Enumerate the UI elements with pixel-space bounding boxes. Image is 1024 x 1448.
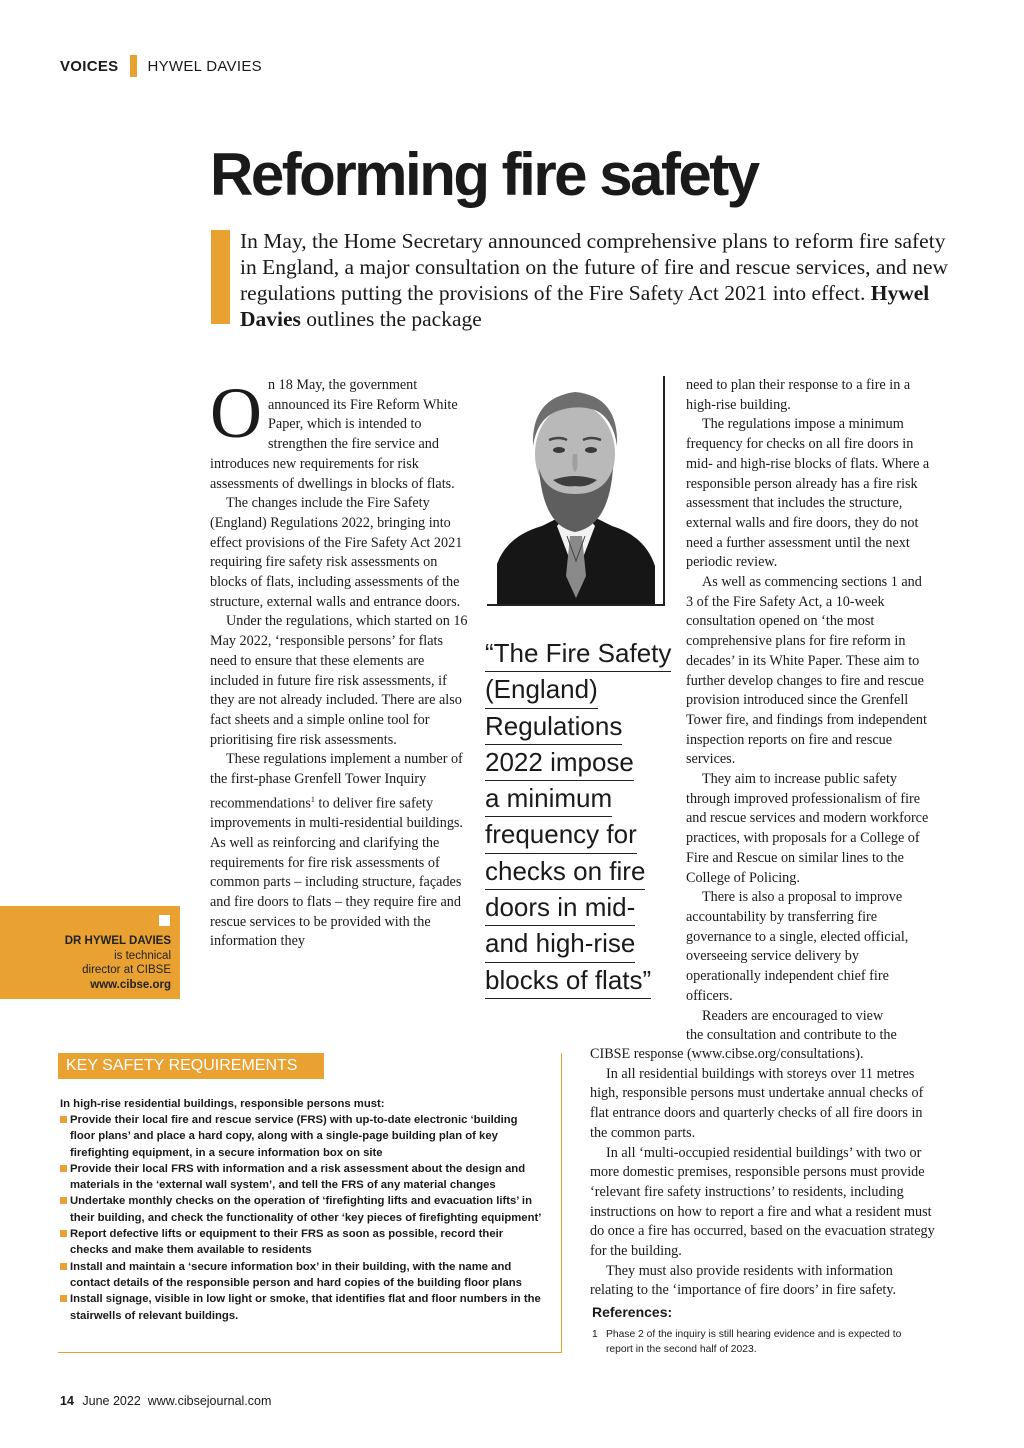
pull-quote-line: frequency for [485, 817, 637, 853]
bullet-icon [60, 1165, 67, 1172]
header-divider [130, 55, 137, 77]
footnote-marker: 1 [310, 794, 315, 804]
author-bio-box [0, 906, 180, 999]
author-portrait [487, 376, 665, 606]
pull-quote-line: 2022 impose [485, 745, 634, 781]
list-item [60, 1291, 542, 1324]
paragraph: They must also provide residents with information relating to the ‘importance of fire doors’ in fire safety. [590, 1262, 897, 1299]
bullet-icon [60, 1263, 67, 1270]
paragraph-text: CIBSE response ( [590, 1046, 692, 1062]
drop-cap: O [210, 373, 262, 453]
paragraph: Readers are encouraged to view [702, 1007, 884, 1024]
paragraph: In all ‘multi-occupied residential buildings’ with two or more domestic premises, responsible persons must provide ‘relevant fire safety instructions’ to residents, including instructions on how to report a fire and what a resident must do once a fire has occurred, based on the evacuation strategy for the building. [590, 1144, 935, 1260]
paragraph: There is also a proposal to improve accountability by transferring fire governance to a single, elected official, overseeing service delivery by operationally independent chief fire officers. [686, 889, 909, 1004]
key-requirements-list [60, 1112, 542, 1324]
list-item [60, 1161, 542, 1194]
portrait-image [487, 376, 665, 606]
section-header [60, 55, 262, 77]
pull-quote-line: Regulations [485, 709, 622, 745]
body-column-1 [210, 373, 468, 952]
paragraph-text: to deliver fire safety improvements in multi-residential buildings. As well as reinforcing and clarifying the requirements for fire risk assessments of common parts – including structure, façades and fire doors to flats – they require fire and rescue services to be provided with the information they [210, 795, 463, 950]
list-item-text: Provide their local FRS with information and a risk assessment about the design and materials in the ‘external wall system’, and tell the FRS of any material changes [70, 1162, 526, 1192]
page-number: 14 [60, 1394, 74, 1408]
reference-item [592, 1327, 922, 1357]
list-item-text: Install signage, visible in low light or smoke, that identifies flat and floor numbers in the stairwells of relevant buildings. [70, 1293, 541, 1322]
references-heading: References: [592, 1304, 673, 1320]
reference-number: 1 [592, 1329, 598, 1340]
page-footer [60, 1394, 271, 1408]
pull-quote-line: “The Fire Safety [485, 636, 671, 672]
author-label: HYWEL DAVIES [147, 57, 262, 75]
paragraph-text: n 18 May, the government announced its Fire Reform White Paper, which is intended to strengthen the fire service and introduces new requirements for risk assessments of dwellings in blocks of flats. [210, 377, 458, 492]
portrait-rule-vertical [663, 376, 665, 606]
list-item-text: Install and maintain a ‘secure information box’ in their building, with the name and contact details of the responsible person and hard copies of the building floor plans [70, 1260, 522, 1289]
paragraph: The changes include the Fire Safety (England) Regulations 2022, bringing into effect provisions of the Fire Safety Act 2021 requiring fire safety risk assessments on blocks of flats, including assessments of the structure, external walls and entrance doors. [210, 495, 463, 610]
paragraph: The regulations impose a minimum frequency for checks on all fire doors in mid- and high-rise blocks of flats. Where a responsible person already has a fire risk assessment that includes the structure, external walls and fire doors, they do not need a further assessment until the next periodic review. [686, 416, 930, 571]
bullet-icon [60, 1230, 67, 1237]
standfirst-text: In May, the Home Secretary announced comprehensive plans to reform fire safety in England, a major consultation on the future of fire and rescue services, and new regulations putting the provisions of the Fire Safety Act 2021 into effect. [240, 229, 949, 305]
bio-name: DR HYWEL DAVIES [64, 935, 171, 947]
paragraph: They aim to increase public safety through improved professionalism of fire and rescue services and modern workforce practices, with proposals for a College of Fire and Rescue on similar lines to the College of Policing. [686, 771, 929, 886]
consultation-link[interactable]: www.cibse.org/consultations [691, 1046, 856, 1062]
pull-quote-line: and high-rise [485, 926, 635, 962]
pull-quote-line: a minimum [485, 781, 612, 817]
standfirst [240, 228, 950, 332]
list-item [60, 1112, 542, 1161]
bullet-icon [60, 1116, 67, 1123]
bullet-icon [60, 1197, 67, 1204]
body-column-3 [686, 376, 931, 1046]
standfirst-suffix: outlines the package [306, 307, 482, 331]
bullet-icon [60, 1295, 67, 1302]
paragraph: Under the regulations, which started on 16 May 2022, ‘responsible persons’ for flats need to ensure that these elements are included in future fire risk assessments, if they are not already included. There are also fact sheets and a simple online tool for prioritising fire risk assessments. [210, 613, 468, 748]
paragraph: the consultation and contribute to the [686, 1027, 897, 1044]
article-title: Reforming fire safety [210, 141, 758, 208]
pull-quote [485, 636, 670, 999]
issue-date: June 2022 [82, 1394, 141, 1408]
pull-quote-line: checks on fire [485, 854, 645, 890]
bio-line: director at CIBSE [82, 964, 171, 976]
paragraph [210, 373, 468, 494]
standfirst-author: Hywel Davies [240, 281, 930, 331]
list-item [60, 1193, 542, 1226]
body-column-3-continued [590, 1045, 935, 1301]
bio-text [65, 934, 171, 992]
bio-link[interactable]: www.cibse.org [90, 978, 171, 991]
list-item-text: Provide their local fire and rescue service (FRS) with up-to-date electronic ‘building floor plans’ and place a hard copy, along with a single-page building plan of key firefighting equipment, in a secure information box on site [70, 1114, 518, 1159]
paragraph: As well as commencing sections 1 and 3 of the Fire Safety Act, a 10-week consultation opened on ‘the most comprehensive plans for fire reform in decades’ in its White Paper. These aim to further develop changes to fire and rescue provision introduced since the Grenfell Tower fire, and findings from independent inspection reports on fire and rescue services. [686, 574, 927, 768]
portrait-rule-horizontal [487, 604, 665, 606]
paragraph [590, 1045, 935, 1065]
pull-quote-line: doors in mid- [485, 890, 635, 926]
paragraph-text: These regulations implement a number of the first-phase Grenfell Tower Inquiry recommendations [210, 751, 463, 812]
journal-url[interactable]: www.cibsejournal.com [147, 1394, 272, 1408]
bio-line: is technical [114, 949, 171, 962]
paragraph: need to plan their response to a fire in a high-rise building. [686, 377, 911, 413]
bio-square-icon [159, 915, 170, 926]
paragraph-text: ). [855, 1046, 864, 1062]
key-requirements-heading: KEY SAFETY REQUIREMENTS [58, 1053, 324, 1079]
standfirst-bar [211, 230, 230, 324]
section-label: VOICES [60, 57, 119, 75]
list-item-text: Undertake monthly checks on the operation of ‘firefighting lifts and evacuation lifts’ in their building, and check the functionality of other ‘key pieces of firefighting equipment’ [70, 1195, 542, 1224]
key-requirements-intro: In high-rise residential buildings, responsible persons must: [60, 1098, 385, 1110]
paragraph [210, 750, 468, 952]
list-item [60, 1226, 542, 1259]
reference-text: Phase 2 of the inquiry is still hearing evidence and is expected to report in the second half of 2023. [606, 1329, 902, 1355]
pull-quote-line: (England) [485, 672, 598, 708]
list-item [60, 1259, 542, 1292]
list-item-text: Report defective lifts or equipment to their FRS as soon as possible, record their checks and make them available to residents [70, 1228, 504, 1257]
pull-quote-line: blocks of flats” [485, 963, 651, 999]
paragraph: In all residential buildings with storeys over 11 metres high, responsible persons must undertake annual checks of flat entrance doors and quarterly checks of all fire doors in the common parts. [590, 1065, 924, 1141]
